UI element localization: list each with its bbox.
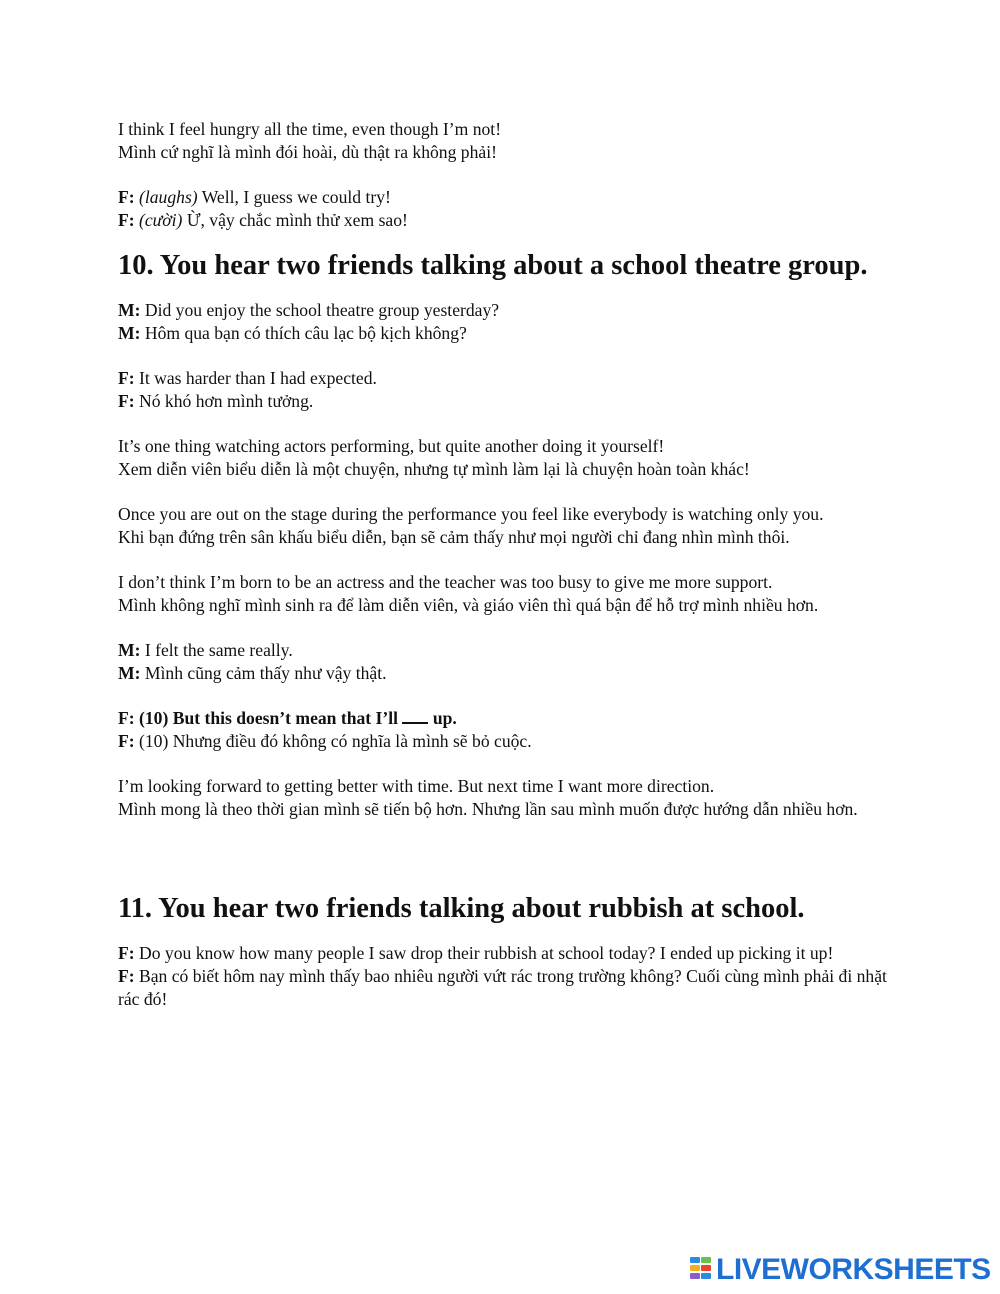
speaker-label: F: xyxy=(118,731,135,751)
dialogue-line xyxy=(118,367,888,413)
vietnamese-text xyxy=(118,209,888,232)
stage-note: (cười) xyxy=(139,210,183,230)
dialogue-line xyxy=(118,435,888,481)
english-speech: Well, I guess we could try! xyxy=(197,187,391,207)
logo-wordmark: LIVEWORKSHEETS xyxy=(716,1253,991,1286)
dialogue-line xyxy=(118,503,888,549)
english-speech: Did you enjoy the school theatre group yesterday? xyxy=(140,300,500,320)
dialogue-line xyxy=(118,186,888,232)
english-text: I don’t think I’m born to be an actress and the teacher was too busy to give me more support. xyxy=(118,572,773,592)
english-text xyxy=(118,367,888,390)
english-text: Once you are out on the stage during the performance you feel like everybody is watching only you. xyxy=(118,504,824,524)
speaker-label: M: xyxy=(118,640,141,660)
speaker-label: M: xyxy=(118,663,141,683)
dialogue-line-question-10 xyxy=(118,707,888,753)
speaker-label: F: xyxy=(118,391,135,411)
answer-blank[interactable] xyxy=(402,707,428,724)
vietnamese-speech: Ừ, vậy chắc mình thử xem sao! xyxy=(182,210,408,230)
question-text-before: (10) But this doesn’t mean that I’ll xyxy=(134,708,403,728)
speaker-label: F: xyxy=(118,368,135,388)
vietnamese-text: Khi bạn đứng trên sân khấu biểu diễn, bạn sẽ cảm thấy như mọi người chỉ đang nhìn mình thôi. xyxy=(118,527,790,547)
dialogue-line xyxy=(118,942,888,1011)
english-text: I think I feel hungry all the time, even though I’m not! xyxy=(118,119,502,139)
english-text: I’m looking forward to getting better with time. But next time I want more direction. xyxy=(118,776,715,796)
english-text xyxy=(118,707,888,730)
dialogue-line xyxy=(118,639,888,685)
vietnamese-text: Mình mong là theo thời gian mình sẽ tiến bộ hơn. Nhưng lần sau mình muốn được hướng dẫn nhiều hơn. xyxy=(118,799,858,819)
vietnamese-text xyxy=(118,730,888,753)
english-text xyxy=(118,186,888,209)
english-speech: I felt the same really. xyxy=(140,640,293,660)
vietnamese-text xyxy=(118,965,888,1011)
speaker-label: F: xyxy=(118,943,135,963)
question-text-after: up. xyxy=(428,708,457,728)
speaker-label: F: xyxy=(118,210,135,230)
liveworksheets-logo-icon xyxy=(688,1255,714,1285)
english-text xyxy=(118,942,888,965)
dialogue-line xyxy=(118,118,888,164)
speaker-label: F: xyxy=(118,966,135,986)
vietnamese-text xyxy=(118,390,888,413)
dialogue-line xyxy=(118,571,888,617)
vietnamese-speech: Hôm qua bạn có thích câu lạc bộ kịch không? xyxy=(140,323,467,343)
english-text xyxy=(118,639,888,662)
speaker-label: M: xyxy=(118,300,141,320)
english-speech: It was harder than I had expected. xyxy=(134,368,377,388)
speaker-label: F: xyxy=(118,708,135,728)
vietnamese-speech: Mình cũng cảm thấy như vậy thật. xyxy=(140,663,387,683)
liveworksheets-logo[interactable] xyxy=(688,1252,991,1288)
section-10-heading: 10. You hear two friends talking about a school theatre group. xyxy=(118,250,868,281)
vietnamese-text: Mình không nghĩ mình sinh ra để làm diễn viên, và giáo viên thì quá bận để hỗ trợ mình nhiều hơn. xyxy=(118,595,819,615)
section-11-heading: 11. You hear two friends talking about rubbish at school. xyxy=(118,893,805,924)
vietnamese-text xyxy=(118,662,888,685)
vietnamese-text: Xem diễn viên biểu diễn là một chuyện, nhưng tự mình làm lại là chuyện hoàn toàn khác! xyxy=(118,459,750,479)
dialogue-line xyxy=(118,775,888,821)
speaker-label: F: xyxy=(118,187,135,207)
english-text: It’s one thing watching actors performing, but quite another doing it yourself! xyxy=(118,436,665,456)
english-speech: Do you know how many people I saw drop their rubbish at school today? I ended up picking it up! xyxy=(134,943,834,963)
vietnamese-speech: (10) Nhưng điều đó không có nghĩa là mình sẽ bỏ cuộc. xyxy=(134,731,532,751)
speaker-label: M: xyxy=(118,323,141,343)
vietnamese-speech: Nó khó hơn mình tưởng. xyxy=(134,391,314,411)
document-page xyxy=(118,118,888,1011)
vietnamese-text: Mình cứ nghĩ là mình đói hoài, dù thật ra không phải! xyxy=(118,142,497,162)
vietnamese-speech: Bạn có biết hôm nay mình thấy bao nhiêu người vứt rác trong trường không? Cuối cùng mình phải đi nhặt rác đó! xyxy=(118,966,887,1009)
stage-note: (laughs) xyxy=(139,187,198,207)
dialogue-line xyxy=(118,299,888,345)
vietnamese-text xyxy=(118,322,888,345)
english-text xyxy=(118,299,888,322)
